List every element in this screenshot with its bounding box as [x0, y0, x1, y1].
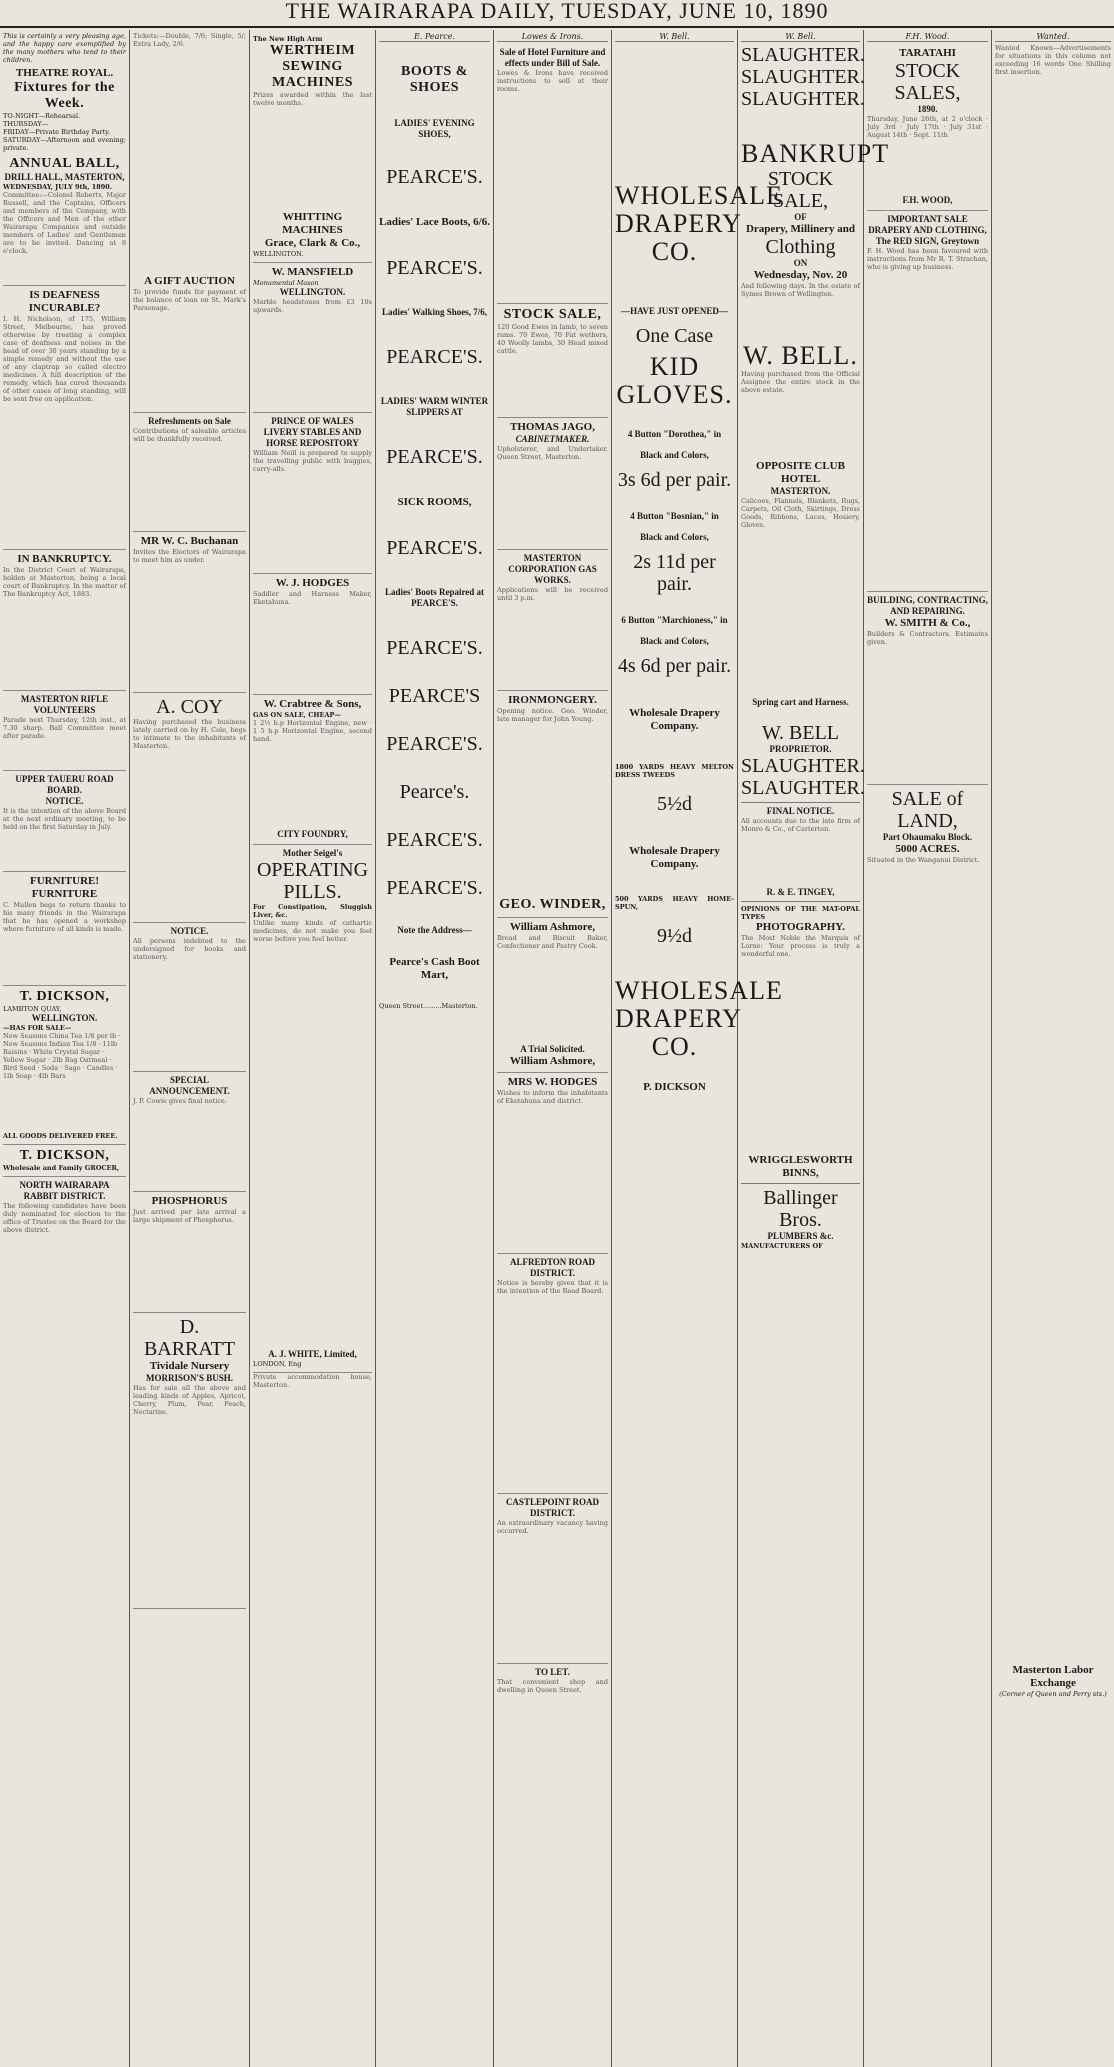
drapery-millinery: Drapery, Millinery and: [745, 223, 856, 235]
opposite-club: OPPOSITE CLUB HOTEL: [756, 460, 845, 485]
castlepoint-text: An extraordinary vacancy having occurred.: [497, 1519, 608, 1535]
stock-sales-year: 1890.: [917, 104, 938, 114]
fixtures-title: Fixtures for the Week.: [14, 80, 115, 111]
refreshments-title: Refreshments on Sale: [148, 416, 231, 426]
bankrupt-stock-sale: STOCK SALE,: [767, 168, 834, 212]
acres: 5000 ACRES.: [895, 843, 960, 855]
drapery-2: DRAPERY: [615, 1004, 742, 1033]
sale-date-text: And following days. In the estate of Symes Brown of Wellington.: [741, 282, 860, 298]
photography-text: The Most Noble the Marquis of Lorne: Your process is truly a wonderful one.: [741, 934, 860, 958]
tingey: R. & E. TINGEY,: [766, 887, 835, 897]
price-4: 5½d: [657, 793, 692, 815]
dickson2-sub: Wholesale and Family GROCER,: [3, 1164, 120, 1172]
fixture-1: TO-NIGHT—Rehearsal.: [3, 112, 81, 120]
phosphorus-text: Just arrived per late arrival a large shipment of Phosphorus.: [133, 1208, 246, 1224]
labor-exchange-sub: (Corner of Queen and Perry sts.): [999, 1690, 1107, 1698]
pearce-line-11: PEARCE'S.: [386, 537, 483, 559]
slaughter-4: SLAUGHTER.: [741, 755, 865, 777]
hodges-text: Saddler and Harness Maker, Eketahuna.: [253, 590, 372, 606]
white-title: A. J. WHITE, Limited,: [268, 1349, 357, 1359]
proprietor: PROPRIETOR.: [769, 744, 832, 754]
coy-title: A. COY: [156, 696, 223, 718]
binns: BINNS,: [782, 1167, 819, 1179]
ball-title: ANNUAL BALL,: [9, 156, 120, 171]
fixture-3: FRIDAY—Private Birthday Party.: [3, 128, 111, 136]
winder-title: GEO. WINDER,: [499, 897, 606, 912]
wholesale-2: WHOLESALE: [615, 976, 783, 1005]
dickson-prices: New Seasons China Tea 1/8 per lb · New Seasons Indian Tea 1/8 · 11lb Raisins · White Crystal Sugar · Yellow Sugar · 2lb Bag Oatmeal · Bird Seed · Soda · Sago · Candles · 1lb Soap · 4lb Bars: [3, 1032, 121, 1080]
pearce-line-18: PEARCE'S.: [386, 877, 483, 899]
photography: PHOTOGRAPHY.: [756, 921, 845, 933]
wertheim-text: Prizes awarded within the last twelve months.: [253, 91, 372, 107]
dickson-title: T. DICKSON,: [19, 989, 110, 1004]
opposite-city: MASTERTON.: [770, 486, 831, 496]
ball-venue: DRILL HALL, MASTERTON,: [4, 172, 125, 182]
co-1: CO.: [651, 237, 698, 266]
high-arm: The New High Arm: [253, 35, 323, 43]
w-bell-2: W. BELL: [761, 722, 840, 744]
crabtree-text: 1 2½ h.p Horizontal Engine, new · 1 5 h.p Horizontal Engine, second hand.: [253, 719, 372, 743]
ballinger: Ballinger Bros.: [763, 1187, 838, 1231]
upper-text: It is the intention of the above Board at the next ordinary meeting, to be held on the first Saturday in July.: [3, 807, 126, 831]
slaughter-3: SLAUGHTER.: [741, 88, 865, 110]
stock-sales-dates: Thursday, June 26th, at 2 o'clock · July 3rd · July 17th · July 31st · August 14th · Sept. 11th: [867, 115, 988, 139]
pearce-line-3: PEARCE'S.: [386, 166, 483, 188]
pearce-line-13: PEARCE'S.: [386, 637, 483, 659]
pearce-line-2: LADIES' EVENING SHOES,: [394, 118, 475, 139]
sale-land-title: SALE of LAND,: [891, 788, 964, 832]
barratt-title: D. BARRATT: [143, 1316, 236, 1360]
furniture-title: FURNITURE!: [29, 875, 100, 887]
black-3: Black and Colors,: [640, 636, 709, 646]
kid-gloves: KID GLOVES.: [616, 352, 733, 409]
upper-tauru-title: UPPER TAUERU ROAD BOARD.: [15, 774, 114, 795]
furniture-text: C. Mullen begs to return thanks to his many friends in the Wairarapa that he has opened a workshop where furniture of all kinds is made.: [3, 901, 126, 933]
hodges-title: W. J. HODGES: [275, 577, 350, 589]
tweeds: 1800 YARDS HEAVY MELTON DRESS TWEEDS: [615, 763, 734, 779]
white-city: LONDON, Eng: [253, 1360, 302, 1368]
spring-cart: Spring cart and Harness.: [752, 697, 849, 707]
smith-text: Builders & Contractors. Estimates given.: [867, 630, 988, 646]
buchanan-text: Invites the Electors of Wairarapa to meet him as under.: [133, 548, 246, 564]
for-sale: —HAS FOR SALE—: [3, 1024, 72, 1032]
buchanan-title: MR W. C. Buchanan: [140, 535, 239, 547]
button-3: 6 Button "Marchioness," in: [621, 615, 728, 625]
ashmore2-title: William Ashmore,: [509, 1055, 596, 1067]
wrigglesworth: WRIGGLESWORTH: [748, 1154, 853, 1166]
mrs-hodges-title: MRS W. HODGES: [507, 1076, 598, 1088]
column-1: [0, 30, 130, 2067]
important-sale: IMPORTANT SALE: [887, 214, 968, 224]
columns: [0, 30, 1114, 2067]
whitting-title: WHITTING MACHINES: [282, 211, 343, 236]
column-3: [250, 30, 376, 2067]
pearce-line-20: Pearce's Cash Boot Mart,: [389, 956, 480, 981]
pearce-line-10: SICK ROOMS,: [397, 496, 472, 508]
pearce-line-8: LADIES' WARM WINTER SLIPPERS AT: [380, 396, 489, 417]
masthead: THE WAIRARAPA DAILY, TUESDAY, JUNE 10, 1890: [0, 0, 1114, 28]
wales-title: PRINCE OF WALES LIVERY STABLES AND HORSE REPOSITORY: [263, 416, 362, 448]
seigel-title: Mother Seigel's: [282, 848, 343, 858]
theatre-title: THEATRE ROYAL.: [15, 67, 114, 79]
ashmore-title: William Ashmore,: [509, 921, 596, 933]
pearce-line-9: PEARCE'S.: [386, 446, 483, 468]
price-1: 3s 6d per pair.: [617, 469, 732, 491]
bankrupt: BANKRUPT: [741, 139, 890, 168]
notice-text: All persons indebted to the undersigned for books and stationery.: [133, 937, 246, 961]
plumbers: PLUMBERS &c.: [767, 1231, 834, 1241]
stock-sale-text: 120 Good Ewes in lamb, to seven rams. 70 Ewes, 70 Fat wethers, 40 Woolly lambs, 30 Head mixed cattle.: [497, 323, 608, 355]
smith-title: W. SMITH & Co.,: [884, 617, 971, 629]
gas-title: GAS ON SALE, CHEAP—: [253, 711, 341, 719]
gift-auction-title: A GIFT AUCTION: [144, 275, 235, 287]
homespun: 500 YARDS HEAVY HOME-SPUN,: [615, 895, 734, 911]
drapery-clothing: DRAPERY AND CLOTHING,: [868, 225, 987, 235]
final-text: All accounts due to the late firm of Monro & Co., of Carterton.: [741, 817, 860, 833]
ironmongery-title: IRONMONGERY.: [508, 694, 597, 706]
of-label: OF: [794, 212, 807, 222]
pearce-line-7: PEARCE'S.: [386, 346, 483, 368]
pearce-line-1: BOOTS & SHOES: [401, 64, 468, 95]
volunteers-title: MASTERTON RIFLE VOLUNTEERS: [20, 694, 109, 715]
castlepoint-title: CASTLEPOINT ROAD DISTRICT.: [505, 1497, 600, 1518]
column-9: [992, 30, 1114, 2067]
phosphorus-title: PHOSPHORUS: [151, 1195, 228, 1207]
foundry-title: CITY FOUNDRY,: [277, 829, 348, 839]
one-case: One Case: [635, 325, 714, 347]
slaughter-2: SLAUGHTER.: [741, 66, 865, 88]
upper-notice: NOTICE.: [45, 796, 84, 806]
black-2: Black and Colors,: [640, 532, 709, 542]
land-text: Situated in the Wanganui District.: [867, 856, 980, 864]
private-text: Private accommodation house, Masterton.: [253, 1373, 372, 1389]
mansfield-title: W. MANSFIELD: [271, 266, 354, 278]
col7-head: W. Bell.: [741, 32, 860, 42]
col9-head: Wanted.: [995, 32, 1111, 42]
jago-title: THOMAS JAGO,: [510, 421, 595, 433]
gas-works-text: Applications will be received until 3 p.m.: [497, 586, 608, 602]
labor-exchange-title: Masterton Labor Exchange: [1012, 1664, 1094, 1689]
just-opened: —HAVE JUST OPENED—: [621, 306, 728, 316]
dickson2-title: T. DICKSON,: [19, 1148, 110, 1163]
fixture-4: SATURDAY—Afternoon and evening; private.: [3, 136, 126, 152]
alfredton-text: Notice is hereby given that it is the intention of the Road Board.: [497, 1279, 608, 1295]
button-1: 4 Button "Dorothea," in: [627, 429, 722, 439]
sale-date: Wednesday, Nov. 20: [753, 269, 848, 281]
to-let-title: TO LET.: [535, 1667, 570, 1677]
taratahi-title: TARATAHI: [899, 47, 956, 59]
ironmongery-text: Opening notice. Geo. Winder, late manager for John Young.: [497, 707, 608, 723]
wholesale-1: WHOLESALE: [615, 181, 783, 210]
pearce-line-14: PEARCE'S: [388, 685, 481, 707]
pearce-line-16: Pearce's.: [399, 781, 470, 803]
button-2: 4 Button "Bosnian," in: [630, 511, 719, 521]
wales-text: William Neill is prepared to supply the travelling public with buggies, carry-alls.: [253, 449, 372, 473]
pearce-line-4: Ladies' Lace Boots, 6/6.: [379, 216, 490, 228]
important-text: F. H. Wood has been favoured with instructions from Mr R. T. Strachan, who is giving up business.: [867, 247, 988, 271]
column-4: [376, 30, 494, 2067]
price-2: 2s 11d per pair.: [633, 551, 716, 595]
mansfield-city: WELLINGTON.: [279, 287, 346, 297]
stock-sale-title: STOCK SALE,: [503, 307, 602, 322]
stock-sales-title: STOCK SALES,: [894, 60, 961, 104]
wholesale-company-2: Wholesale Drapery Company.: [629, 845, 720, 870]
bankruptcy-text: In the District Court of Wairarapa, holden at Masterton, being a local court of Bankruptcy. In the matter of The Bankruptcy Act, 1883.: [3, 566, 126, 598]
col2-top-text: Tickets:—Double, 7/6; Single, 5/; Extra Lady, 2/6.: [133, 32, 246, 48]
wholesale-company-1: Wholesale Drapery Company.: [629, 707, 720, 732]
bankruptcy-title: IN BANKRUPTCY.: [17, 553, 112, 565]
slaughter-5: SLAUGHTER.: [741, 777, 865, 799]
pills-sub: For Constipation, Sluggish Liver, &c.: [253, 903, 372, 919]
gift-auction-text: To provide funds for payment of the balance of loan on St. Mark's Parsonage.: [133, 288, 246, 312]
ohaumaku: Part Ohaumaku Block.: [882, 832, 973, 842]
jago-text: Upholsterer, and Undertaker. Queen Street, Masterton.: [497, 445, 608, 461]
special-text: J. P. Cowie gives final notice.: [133, 1097, 227, 1105]
column-5: [494, 30, 612, 2067]
to-let-text: That convenient shop and dwelling in Queen Street.: [497, 1678, 608, 1694]
grace-city: WELLINGTON.: [253, 250, 304, 258]
ball-date: WEDNESDAY, JULY 9th, 1890.: [3, 183, 113, 191]
drapery-1: DRAPERY: [615, 209, 742, 238]
red-sign: The RED SIGN, Greytown: [875, 236, 980, 246]
fh-wood: F.H. WOOD,: [902, 195, 953, 205]
co-2: CO.: [651, 1032, 698, 1061]
fixture-2: THURSDAY—: [3, 120, 49, 128]
bell-text: Having purchased from the Official Assignee the entire stock in the above estate.: [741, 370, 860, 394]
col4-head: E. Pearce.: [379, 32, 490, 42]
incurable-title: IS DEAFNESS INCURABLE?: [28, 289, 101, 314]
barratt-text: Has for sale all the above and leading kinds of Apples, Apricot, Cherry, Plum, Pear, Peach, Nectarine.: [133, 1384, 246, 1416]
column-7: [738, 30, 890, 2067]
pearce-line-19: Note the Address—: [397, 925, 472, 935]
manufacturers: MANUFACTURERS OF: [741, 1242, 823, 1250]
column-8: [864, 30, 992, 2067]
alfredton-title: ALFREDTON ROAD DISTRICT.: [509, 1257, 596, 1278]
crabtree-title: W. Crabtree & Sons,: [263, 698, 362, 710]
coy-text: Having purchased the business lately carried on by H. Cole, begs to intimate to the inhabitants of Masterton.: [133, 718, 246, 750]
pills-text: Unlike many kinds of cathartic medicines, do not make you feel worse before you feel better.: [253, 919, 372, 943]
w-bell: W. BELL.: [743, 341, 858, 370]
goods-delivered: ALL GOODS DELIVERED FREE.: [3, 1132, 118, 1140]
pills-title: PILLS.: [283, 881, 342, 903]
ashmore-sub: A Trial Solicited.: [520, 1044, 585, 1054]
stock-list: Calicoes, Flannels, Blankets, Rugs, Carpets, Oil Cloth, Skirtings, Dress Goods, Ribbons, Laces, Hosiery, Gloves.: [741, 497, 860, 529]
intro-paragraph: This is certainly a very pleasing age, and the happy care exemplified by the many mothers who tend to their children.: [3, 32, 126, 64]
col6-head: W. Bell.: [615, 32, 734, 42]
wanted-ads: Wanted Known—Advertisements for situations in this column not exceeding 16 words One Shilling first insertion.: [995, 44, 1111, 76]
notice-title: NOTICE.: [170, 926, 209, 936]
volunteers-text: Parade next Thursday, 12th inst., at 7.30 sharp. Ball Committee meet after parade.: [3, 716, 126, 740]
mansfield-sub: Monumental Mason: [253, 279, 319, 287]
final-notice: FINAL NOTICE.: [766, 806, 835, 816]
col5-head: Lowes & Irons.: [497, 32, 608, 42]
mrs-hodges-text: Wishes to inform the inhabitants of Eketahuna and district.: [497, 1089, 608, 1105]
hotel-sale-text: Lowes & Irons have received instructions to sell at their rooms.: [497, 69, 608, 93]
wertheim-title: WERTHEIM SEWING MACHINES: [269, 43, 356, 90]
column-2: [130, 30, 250, 2067]
pearce-line-21: Queen Street.........Masterton.: [379, 1002, 478, 1010]
pearce-line-6: Ladies' Walking Shoes, 7/6,: [381, 307, 488, 317]
p-dickson: P. DICKSON: [643, 1081, 706, 1093]
ashmore-text: Bread and Biscuit Baker, Confectioner and Pastry Cook.: [497, 934, 608, 950]
incurable-text: I. H. Nicholson, of 175, William Street, Melbourne, has proved otherwise by treating a complex case of deafness and noises in the head of over 30 years standing by a simple remedy and without the use of any claptrap so called electro medicines. A full description of the remedy, which has cured thousands of other cases of long standing, will be sent free on application.: [3, 315, 126, 403]
special-title: SPECIAL ANNOUNCEMENT.: [149, 1075, 230, 1096]
price-5: 9½d: [657, 925, 692, 947]
morrisons-title: MORRISON'S BUSH.: [145, 1373, 234, 1383]
dickson-sub: LAMBTON QUAY,: [3, 1005, 62, 1013]
hotel-sale-title: Sale of Hotel Furniture and effects under Bill of Sale.: [499, 47, 606, 68]
mat-opal: OPINIONS OF THE MAT-OPAL TYPES: [741, 905, 860, 921]
ball-text: Committee:—Colonel Roberts, Major Russell, and the Captains, Officers and members of the Company, with the Officers and Men of the other Wairarapa Companies and outside members of Ladies' and Gentlemen are to be invited. Dancing at 8 o'clock.: [3, 191, 126, 255]
operating-title: OPERATING: [256, 859, 369, 881]
pearce-line-12: Ladies' Boots Repaired at PEARCE'S.: [384, 587, 485, 608]
pearce-line-15: PEARCE'S.: [386, 733, 483, 755]
refreshments-text: Contributions of saleable articles will be thankfully received.: [133, 427, 246, 443]
pearce-line-17: PEARCE'S.: [386, 829, 483, 851]
pearce-line-5: PEARCE'S.: [386, 257, 483, 279]
slaughter-1: SLAUGHTER.: [741, 44, 865, 66]
black-1: Black and Colors,: [640, 450, 709, 460]
north-title: NORTH WAIRARAPA RABBIT DISTRICT.: [19, 1180, 110, 1201]
building-title: BUILDING, CONTRACTING, AND REPAIRING.: [867, 595, 988, 616]
jago-sub: CABINETMAKER.: [515, 434, 590, 444]
col8-head: F.H. Wood.: [867, 32, 988, 42]
north-text: The following candidates have been duly nominated for election to the office of Trustee on the Board for the above district.: [3, 1202, 126, 1234]
furniture-sub: FURNITURE: [31, 888, 98, 900]
tividale-title: Tividale Nursery: [149, 1360, 230, 1372]
dickson-city: WELLINGTON.: [31, 1013, 98, 1023]
price-3: 4s 6d per pair.: [617, 655, 732, 677]
clothing: Clothing: [765, 236, 836, 258]
grace-title: Grace, Clark & Co.,: [264, 237, 361, 249]
on-label: ON: [793, 258, 808, 268]
mansfield-text: Marble headstones from £3 10s upwards.: [253, 298, 372, 314]
gas-works-title: MASTERTON CORPORATION GAS WORKS.: [508, 553, 597, 585]
